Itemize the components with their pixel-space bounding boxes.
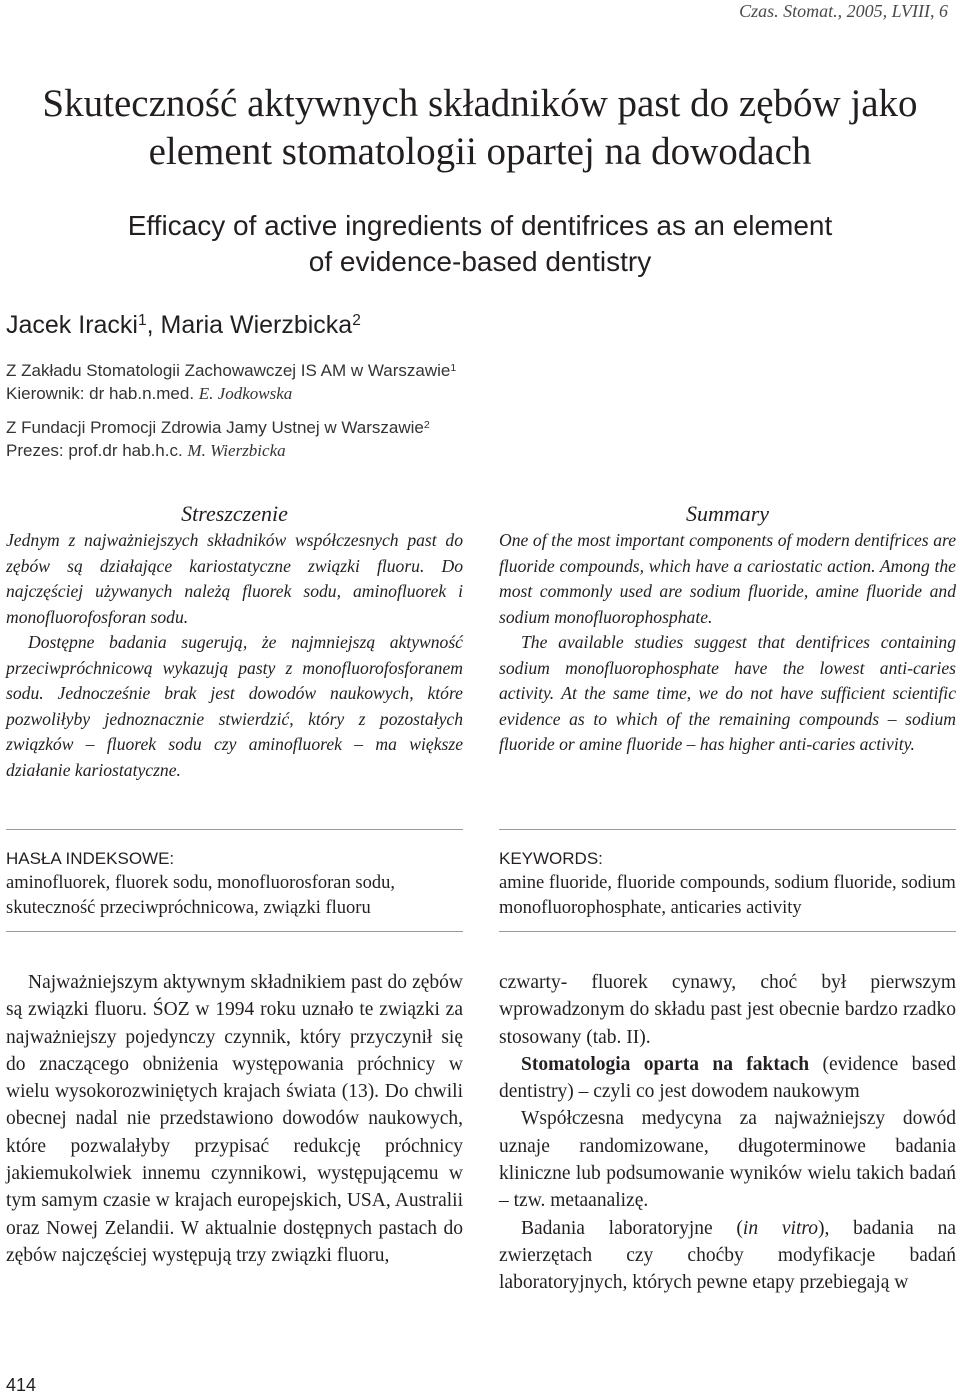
abstract-english-paragraph-2: The available studies suggest that dentifrices containing sodium monofluorophosphate have the lowest anti-caries activity. At the same time, we do not have sufficient scientific evidence as to which of the remaining compounds – sodium fluoride or amine fluoride – has higher anti-caries activity.: [499, 632, 956, 754]
affiliation-2-head-prefix: Prezes: prof.dr hab.h.c.: [6, 441, 188, 460]
body-right-paragraph-4-end: ), badania na zwierzętach czy choćby modyfikacje badań laboratoryjnych, których pewne etapy przebiegają w: [499, 1217, 956, 1294]
keywords-polish-top-rule: [6, 829, 463, 830]
abstract-english-heading: Summary: [685, 501, 770, 526]
body-right-paragraph-1: czwarty- fluorek cynawy, choć był pierwszym wprowadzonym do składu past jest obecnie bardzo rzadko stosowany (tab. II).: [499, 972, 956, 1048]
title-polish: [0, 80, 960, 176]
journal-header: Czas. Stomat., 2005, LVIII, 6: [739, 1, 948, 21]
keywords-polish-text: aminofluorek, fluorek sodu, monofluorosforan sodu, skuteczność przeciwpróchnicowa, związki fluoru: [6, 873, 395, 918]
author-1-affiliation-mark: 1: [137, 312, 147, 330]
abstract-polish-heading: Streszczenie: [181, 501, 288, 526]
affiliation-2-mark: 2: [423, 418, 430, 431]
body-right-paragraph-2: [499, 1051, 956, 1106]
abstract-english-text: [499, 528, 956, 758]
body-left-text: [6, 969, 463, 1269]
author-separator: ,: [146, 311, 161, 339]
keywords-english-heading: KEYWORDS:: [499, 849, 603, 868]
affiliation-1-text: Z Zakładu Stomatologii Zachowawczej IS AM w Warszawie: [6, 361, 451, 380]
page-number: 414: [6, 1375, 37, 1395]
section-heading-rest: (evidence based dentistry) – czyli co jest dowodem naukowym: [499, 1053, 956, 1103]
abstract-polish-paragraph-2: Dostępne badania sugerują, że najmniejszą aktywność przeciwpróchnicową wykazują pasty z monofluorofosforanem sodu. Jednocześnie brak jest dowodów naukowych, które pozwoliłyby jednoznacznie stwierdzić, który z pozostałych związków – fluorek sodu czy aminofluorek – ma większe działanie kariostatyczne.: [6, 632, 463, 780]
author-1: Jacek Iracki: [6, 311, 138, 339]
affiliation-2-head-name: M. Wierzbicka: [187, 441, 286, 460]
affiliation-1-head-prefix: Kierownik: dr hab.n.med.: [6, 384, 199, 403]
authors: [6, 308, 361, 346]
keywords-english-text: amine fluoride, fluoride compounds, sodium fluoride, sodium monofluorophosphate, anticaries activity: [499, 873, 956, 918]
body-right-paragraph-4-start: Badania laboratoryjne (: [521, 1217, 743, 1239]
affiliation-1-mark: 1: [450, 361, 457, 374]
title-english: [0, 208, 960, 280]
affiliation-1-head-name: E. Jodkowska: [198, 384, 293, 403]
affiliation-2-text: Z Fundacji Promocji Zdrowia Jamy Ustnej w Warszawie: [6, 418, 424, 437]
body-right-paragraph-4: [499, 1215, 956, 1297]
body-right-text: [499, 969, 956, 1297]
title-english-line-2: of evidence-based dentistry: [308, 246, 652, 277]
affiliation-1-head: [6, 382, 292, 405]
body-right-paragraph-3: Współczesna medycyna za najważniejszy dowód uznaje randomizowane, długoterminowe badania kliniczne lub podsumowanie wyników wielu takich badań – tzw. metaanalizę.: [499, 1108, 956, 1212]
title-polish-line-1: Skuteczność aktywnych składników past do zębów jako: [42, 82, 918, 125]
body-left-paragraph-1: Najważniejszym aktywnym składnikiem past do zębów są związki fluoru. ŚOZ w 1994 roku uznało te związki za najważniejszy pojedynczy czynnik, który przyczynił się do znaczącego obniżenia występowania próchnicy w wielu wysokorozwiniętych krajach świata (13). Do chwili obecnej nadal nie przedstawiono dowodów naukowych, które pozwalałyby przypisać redukcję próchnicy jakiemukolwiek innemu czynnikowi, występującemu w tym samym czasie w krajach europejskich, USA, Australii oraz Nowej Zelandii. W aktualnie dostępnych pastach do zębów najczęściej występują trzy związki fluoru,: [6, 972, 463, 1266]
author-2-affiliation-mark: 2: [352, 312, 361, 330]
keywords-english-top-rule: [499, 829, 956, 830]
body-left-column: [6, 969, 463, 1269]
abstract-polish-text: [6, 528, 463, 783]
section-heading-evidence-based: Stomatologia oparta na faktach: [521, 1053, 810, 1075]
abstract-english-paragraph-1: One of the most important components of modern dentifrices are fluoride compounds, which have a cariostatic action. Among the most commonly used are sodium fluoride, amine fluoride and sodium monofluorophosphate.: [499, 530, 956, 627]
keywords-polish-bottom-rule: [6, 931, 463, 932]
keywords-polish-heading: HASŁA INDEKSOWE:: [6, 849, 175, 868]
abstract-polish-paragraph-1: Jednym z najważniejszych składników współczesnych past do zębów są działające kariostatyczne związki fluoru. Do najczęściej używanych należą fluorek sodu, aminofluorek i monofluorofosforan sodu.: [6, 530, 463, 627]
title-polish-line-2: element stomatologii opartej na dowodach: [148, 130, 812, 173]
abstract-english: [499, 500, 956, 758]
title-english-line-1: Efficacy of active ingredients of dentifrices as an element: [127, 210, 833, 241]
keywords-polish: [6, 847, 463, 921]
body-right-column: [499, 969, 956, 1297]
abstract-polish: [6, 500, 463, 783]
keywords-english-bottom-rule: [499, 931, 956, 932]
keywords-english: [499, 847, 956, 921]
author-2: Maria Wierzbicka: [160, 311, 353, 339]
affiliation-2-head: [6, 439, 286, 462]
in-vitro-term: in vitro: [742, 1217, 818, 1239]
